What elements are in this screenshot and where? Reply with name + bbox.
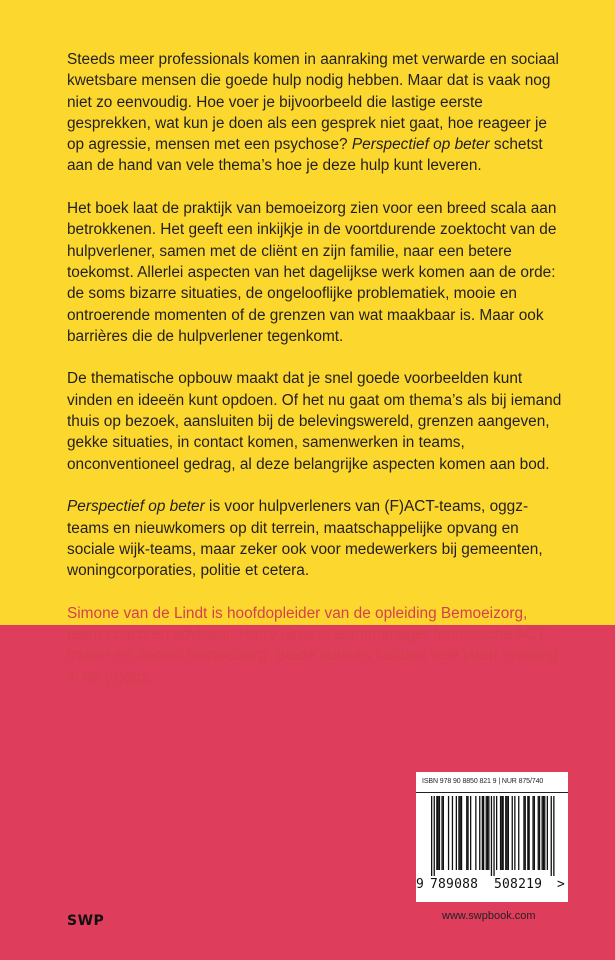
book-title-italic: Perspectief op beter [351, 136, 490, 154]
barcode-bar [551, 796, 552, 876]
barcode-bar [466, 796, 467, 870]
barcode-bar [488, 796, 489, 870]
barcode-bar [529, 796, 530, 870]
barcode-bar [452, 796, 453, 870]
barcode-bar [493, 796, 494, 876]
barcode-bar [534, 796, 535, 870]
barcode-bar [539, 796, 540, 870]
blurb-paragraph-2: Het boek laat de praktijk van bemoeizorg zien voor een breed scala aan betrokkenen. Het geeft een inkijkje in de voortdurende zoektocht van de hulpverlener, samen met de cliënt en zijn familie, naar een betere toekomst. Allerlei aspecten van het dagelijkse werk komen aan de orde: de soms bizarre situaties, de ongelooflijke problematiek, mooie en ontroerende momenten of de grenzen van wat maakbaar is. Maar ook barrières die de hulpverlener tegenkomt. [67, 200, 557, 345]
barcode-bar [505, 796, 506, 870]
barcode-bar [483, 796, 484, 870]
barcode-bar [487, 796, 488, 870]
barcode-bar [470, 796, 471, 870]
blurb-paragraph-4 [67, 496, 567, 581]
barcode-bar [532, 796, 533, 870]
barcode-bar [439, 796, 440, 870]
barcode-bar [542, 796, 543, 870]
barcode-bar [467, 796, 468, 870]
barcode-bar [543, 796, 544, 870]
barcode-bar [443, 796, 444, 870]
barcode-bar [482, 796, 483, 870]
barcode-bar [441, 796, 442, 870]
barcode-bar [491, 796, 492, 876]
publisher-logo: SWP [67, 913, 105, 929]
isbn-divider [416, 792, 568, 793]
blurb-paragraph-1 [67, 49, 567, 177]
back-cover-blurb [67, 49, 567, 688]
blurb-p1-outro: schetst aan de hand van vele thema’s hoe je deze hulp kunt leveren. [67, 136, 543, 175]
barcode-bar [431, 796, 432, 876]
blurb-p4-rest: is voor hulpverleners van (F)ACT-teams, oggz-teams en nieuwkomers op dit terrein, maatschappelijke opvang en sociale wijk-teams, maar zeker ook voor medewerkers bij gemeenten, woningcorporaties, politie et cetera. [67, 498, 543, 580]
barcode-bar [501, 796, 502, 870]
ean13-barcode-image [423, 796, 561, 876]
barcode-bar [525, 796, 526, 870]
barcode-bar [544, 796, 545, 870]
barcode-bar [496, 796, 497, 870]
barcode-bar [514, 796, 515, 870]
blurb-paragraph-3: De thematische opbouw maakt dat je snel goede voorbeelden kunt vinden en ideeën kunt opdoen. Of het nu gaat om thema’s als bij iemand thuis op bezoek, aansluiten bij de belevingswereld, grenzen aangeven, gekke situaties, in contact komen, samenwerken in teams, onconventioneel gedrag, al deze belangrijke aspecten komen aan bod. [67, 370, 562, 473]
barcode-bar [460, 796, 461, 870]
ean-left-group: 789088 [430, 877, 479, 892]
barcode-bar [479, 796, 480, 870]
barcode-bar [503, 796, 504, 870]
barcode-bar [436, 796, 437, 870]
barcode-bar [512, 796, 513, 870]
ean-quiet-zone-arrow: > [557, 877, 565, 892]
barcode-bar [518, 796, 519, 870]
book-title-italic: Perspectief op beter [67, 498, 205, 516]
barcode-bar [486, 796, 487, 870]
barcode-bar [553, 796, 554, 876]
barcode-bar [475, 796, 476, 870]
barcode-bar [523, 796, 524, 870]
blurb-p1-intro: Steeds meer professionals komen in aanraking met verwarde en sociaal kwetsbare mensen die goede hulp nodig hebben. Maar dat is vaak nog niet zo eenvoudig. Hoe voer je bijvoorbeeld die lastige eerste gesprekken, wat kun je doen als een gesprek niet gaat, hoe reageer je op agressie, mensen met een psychose? [67, 51, 559, 154]
barcode-bar [448, 796, 449, 870]
barcode-bar [547, 796, 548, 870]
barcode-bar [438, 796, 439, 870]
isbn-nur-line: ISBN 978 90 8850 821 9 | NUR 875/740 [422, 778, 544, 785]
barcode-bar [538, 796, 539, 870]
barcode-bar [461, 796, 462, 870]
barcode-bar [506, 796, 507, 870]
barcode-bar [527, 796, 528, 870]
publisher-website: www.swpbook.com [442, 910, 536, 922]
barcode-bar [434, 796, 435, 876]
barcode-bar [458, 796, 459, 870]
author-bio: Simone van de Lindt is hoofdopleider van de opleiding Bemoeizorg, team-coach en adviseur. Harry Gras is teammanager forensische ACT, trainer en docent bemoeizorg. Beide auteurs hebben vele jaren ervaring in de (o)ggz. [67, 604, 558, 686]
barcode-bar [508, 796, 509, 870]
barcode-bar [500, 796, 501, 870]
isbn-barcode-box [416, 772, 568, 902]
ean-first-digit: 9 [416, 877, 424, 892]
barcode-bar [456, 796, 457, 870]
ean-right-group: 508219 [494, 877, 543, 892]
